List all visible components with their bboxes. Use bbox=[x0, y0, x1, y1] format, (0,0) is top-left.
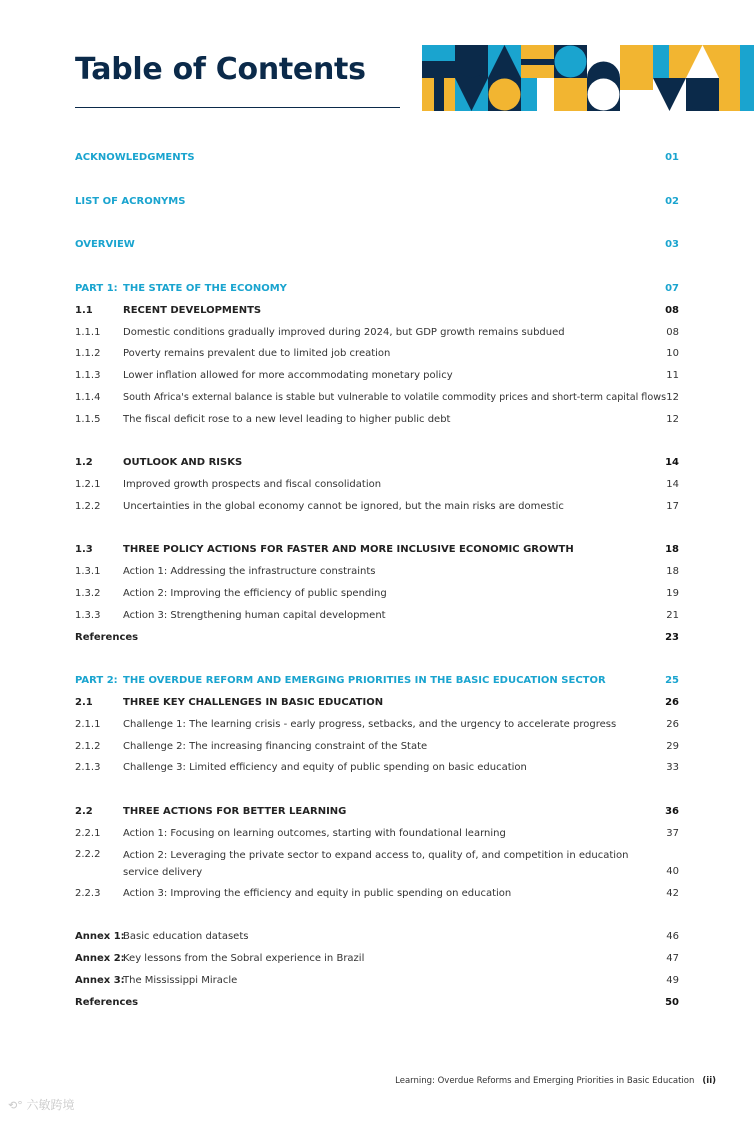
toc-entry-1-3-2[interactable] bbox=[75, 586, 679, 602]
toc-entry-1-1-3[interactable] bbox=[75, 368, 679, 384]
toc-entry-title bbox=[123, 847, 628, 881]
geometric-pattern-banner bbox=[422, 45, 754, 111]
toc-entry-title: Lower inflation allowed for more accommodating monetary policy bbox=[123, 370, 453, 381]
toc-page-number: 02 bbox=[665, 196, 679, 207]
toc-entry-title: Poverty remains prevalent due to limited job creation bbox=[123, 348, 391, 359]
pattern-circle bbox=[489, 79, 521, 111]
toc-entry-part-2[interactable] bbox=[75, 673, 679, 689]
toc-entry-number: 2.1.1 bbox=[75, 719, 101, 730]
toc-entry-title: THREE KEY CHALLENGES IN BASIC EDUCATION bbox=[123, 697, 384, 708]
toc-page-number: 10 bbox=[666, 348, 679, 359]
toc-page-number: 12 bbox=[666, 392, 679, 403]
toc-entry-number: 1.1.5 bbox=[75, 414, 101, 425]
toc-page-number: 11 bbox=[666, 370, 679, 381]
toc-page-number: 46 bbox=[666, 931, 679, 942]
toc-entry-title: THE OVERDUE REFORM AND EMERGING PRIORITIES IN THE BASIC EDUCATION SECTOR bbox=[123, 675, 606, 686]
toc-entry-number: Annex 1: bbox=[75, 931, 125, 942]
watermark-logo-icon: ⟲° bbox=[8, 1099, 23, 1112]
toc-entry-title: ACKNOWLEDGMENTS bbox=[75, 152, 195, 163]
toc-entry-2-1-3[interactable] bbox=[75, 760, 679, 776]
title-underline bbox=[75, 107, 400, 108]
footer-page-number: (ii) bbox=[702, 1076, 716, 1086]
toc-entry-2-2-3[interactable] bbox=[75, 886, 679, 902]
pattern-tile bbox=[422, 61, 455, 78]
toc-entry-annex-2[interactable] bbox=[75, 951, 679, 967]
toc-entry-references-part-2[interactable] bbox=[75, 995, 679, 1011]
toc-entry-1-3[interactable] bbox=[75, 542, 679, 558]
toc-entry-2-2-2[interactable] bbox=[75, 847, 679, 883]
toc-entry-title: THREE ACTIONS FOR BETTER LEARNING bbox=[123, 806, 347, 817]
toc-entry-1-1-1[interactable] bbox=[75, 325, 679, 341]
toc-page-number: 14 bbox=[665, 457, 679, 468]
toc-entry-number: 2.2.2 bbox=[75, 849, 101, 860]
pattern-circle bbox=[588, 79, 620, 111]
toc-page-number: 25 bbox=[665, 675, 679, 686]
toc-entry-number: Annex 2: bbox=[75, 953, 125, 964]
toc-entry-title: THE STATE OF THE ECONOMY bbox=[123, 283, 287, 294]
toc-entry-title: Action 3: Strengthening human capital development bbox=[123, 610, 386, 621]
toc-page-number: 47 bbox=[666, 953, 679, 964]
toc-entry-number: 1.3.2 bbox=[75, 588, 101, 599]
toc-entry-title: Uncertainties in the global economy cannot be ignored, but the main risks are domestic bbox=[123, 501, 564, 512]
toc-entry-number: 1.1.3 bbox=[75, 370, 101, 381]
toc-entry-annex-1[interactable] bbox=[75, 929, 679, 945]
toc-entry-number: 1.3 bbox=[75, 544, 93, 555]
toc-entry-title-line-2: service delivery bbox=[123, 867, 203, 878]
toc-entry-title: Challenge 3: Limited efficiency and equity of public spending on basic education bbox=[123, 762, 527, 773]
toc-page-number: 19 bbox=[666, 588, 679, 599]
pattern-tile bbox=[521, 78, 537, 111]
toc-entry-title: South Africa's external balance is stable but vulnerable to volatile commodity prices and short-term capital flows bbox=[123, 392, 667, 403]
toc-entry-number: 1.1.4 bbox=[75, 392, 101, 403]
toc-entry-title: References bbox=[75, 632, 139, 643]
toc-entry-2-1[interactable] bbox=[75, 695, 679, 711]
toc-page-number: 23 bbox=[665, 632, 679, 643]
toc-entry-number: 1.1.1 bbox=[75, 327, 101, 338]
toc-page-number: 08 bbox=[666, 327, 679, 338]
toc-page-number: 21 bbox=[666, 610, 679, 621]
toc-entry-references-part-1[interactable] bbox=[75, 630, 679, 646]
toc-entry-2-2[interactable] bbox=[75, 804, 679, 820]
toc-entry-1-2-1[interactable] bbox=[75, 477, 679, 493]
toc-entry-title: LIST OF ACRONYMS bbox=[75, 196, 186, 207]
toc-page-number: 18 bbox=[665, 544, 679, 555]
toc-page-number: 26 bbox=[666, 719, 679, 730]
toc-entry-number: 2.1.3 bbox=[75, 762, 101, 773]
toc-page-number: 14 bbox=[666, 479, 679, 490]
toc-entry-number: Annex 3: bbox=[75, 975, 125, 986]
toc-page-number: 12 bbox=[666, 414, 679, 425]
toc-entry-title: OVERVIEW bbox=[75, 239, 135, 250]
toc-entry-title: Key lessons from the Sobral experience in Brazil bbox=[123, 953, 365, 964]
toc-entry-number: PART 2: bbox=[75, 675, 118, 686]
toc-entry-acronyms[interactable] bbox=[75, 194, 679, 210]
pattern-tile bbox=[653, 45, 669, 78]
toc-entry-number: PART 1: bbox=[75, 283, 118, 294]
pattern-circle bbox=[555, 46, 587, 78]
toc-entry-title: OUTLOOK AND RISKS bbox=[123, 457, 243, 468]
pattern-tile bbox=[434, 78, 444, 111]
toc-entry-number: 2.1.2 bbox=[75, 741, 101, 752]
toc-entry-1-1-5[interactable] bbox=[75, 412, 679, 428]
toc-entry-number: 2.2.1 bbox=[75, 828, 101, 839]
pattern-circle bbox=[687, 79, 719, 111]
toc-entry-title: Basic education datasets bbox=[123, 931, 249, 942]
toc-page-number: 17 bbox=[666, 501, 679, 512]
page-footer bbox=[395, 1076, 716, 1086]
pattern-tile bbox=[620, 78, 653, 90]
toc-entry-title: Challenge 1: The learning crisis - early progress, setbacks, and the urgency to accelerate progress bbox=[123, 719, 617, 730]
toc-entry-title: RECENT DEVELOPMENTS bbox=[123, 305, 262, 316]
toc-entry-number: 1.2.1 bbox=[75, 479, 101, 490]
toc-entry-number: 1.3.1 bbox=[75, 566, 101, 577]
toc-entry-1-1[interactable] bbox=[75, 303, 679, 319]
footer-title: Learning: Overdue Reforms and Emerging Priorities in Basic Education bbox=[395, 1076, 695, 1086]
toc-entry-number: 1.1 bbox=[75, 305, 93, 316]
toc-page-number: 33 bbox=[666, 762, 679, 773]
toc-entry-1-2[interactable] bbox=[75, 455, 679, 471]
toc-page-number: 49 bbox=[666, 975, 679, 986]
toc-entry-annex-3[interactable] bbox=[75, 973, 679, 989]
toc-entry-2-2-1[interactable] bbox=[75, 826, 679, 842]
toc-entry-title: The Mississippi Miracle bbox=[123, 975, 238, 986]
toc-page-number: 36 bbox=[665, 806, 679, 817]
toc-entry-title: References bbox=[75, 997, 139, 1008]
toc-entry-1-2-2[interactable] bbox=[75, 499, 679, 515]
toc-entry-title: Action 2: Improving the efficiency of public spending bbox=[123, 588, 387, 599]
toc-page-number: 26 bbox=[665, 697, 679, 708]
pattern-tile bbox=[740, 78, 754, 111]
toc-entry-number: 2.2.3 bbox=[75, 888, 101, 899]
toc-entry-number: 1.2 bbox=[75, 457, 93, 468]
toc-entry-title: Challenge 2: The increasing financing constraint of the State bbox=[123, 741, 428, 752]
toc-entry-title: Action 1: Focusing on learning outcomes, starting with foundational learning bbox=[123, 828, 506, 839]
toc-page-number: 42 bbox=[666, 888, 679, 899]
toc-page-number: 18 bbox=[666, 566, 679, 577]
toc-entry-title: Domestic conditions gradually improved during 2024, but GDP growth remains subdued bbox=[123, 327, 565, 338]
toc-entry-overview[interactable] bbox=[75, 237, 679, 253]
pattern-tile bbox=[554, 78, 587, 111]
toc-entry-number: 1.1.2 bbox=[75, 348, 101, 359]
toc-entry-1-1-4[interactable] bbox=[75, 390, 679, 406]
toc-page-number: 40 bbox=[666, 866, 679, 877]
toc-page-number: 03 bbox=[665, 239, 679, 250]
toc-page-number: 37 bbox=[666, 828, 679, 839]
toc-page-number: 50 bbox=[665, 997, 679, 1008]
page-title: Table of Contents bbox=[75, 52, 366, 87]
pattern-tile bbox=[620, 45, 653, 78]
toc-entry-number: 1.3.3 bbox=[75, 610, 101, 621]
toc-entry-title-line-1: Action 2: Leveraging the private sector to expand access to, quality of, and competition in education bbox=[123, 850, 629, 861]
pattern-circle bbox=[456, 46, 488, 78]
toc-entry-1-1-2[interactable] bbox=[75, 346, 679, 362]
watermark bbox=[8, 1096, 75, 1113]
toc-entry-acknowledgments[interactable] bbox=[75, 150, 679, 166]
toc-entry-1-3-1[interactable] bbox=[75, 564, 679, 580]
pattern-tile bbox=[740, 45, 754, 78]
toc-page-number: 07 bbox=[665, 283, 679, 294]
watermark-text: 六敏跨境 bbox=[26, 1098, 75, 1112]
pattern-tile bbox=[521, 59, 554, 65]
toc-entry-number: 2.2 bbox=[75, 806, 93, 817]
toc-entry-title: Improved growth prospects and fiscal consolidation bbox=[123, 479, 382, 490]
toc-entry-number: 1.2.2 bbox=[75, 501, 101, 512]
toc-entry-2-1-2[interactable] bbox=[75, 739, 679, 755]
toc-page-number: 01 bbox=[665, 152, 679, 163]
toc-entry-title: Action 1: Addressing the infrastructure constraints bbox=[123, 566, 376, 577]
toc-entry-title: Action 3: Improving the efficiency and equity in public spending on education bbox=[123, 888, 512, 899]
toc-entry-title: THREE POLICY ACTIONS FOR FASTER AND MORE INCLUSIVE ECONOMIC GROWTH bbox=[123, 544, 574, 555]
toc-entry-part-1[interactable] bbox=[75, 281, 679, 297]
toc-page-number: 29 bbox=[666, 741, 679, 752]
toc-page-number: 08 bbox=[665, 305, 679, 316]
toc-entry-number: 2.1 bbox=[75, 697, 93, 708]
toc-entry-title: The fiscal deficit rose to a new level leading to higher public debt bbox=[123, 414, 451, 425]
toc-entry-2-1-1[interactable] bbox=[75, 717, 679, 733]
toc-entry-1-3-3[interactable] bbox=[75, 608, 679, 624]
